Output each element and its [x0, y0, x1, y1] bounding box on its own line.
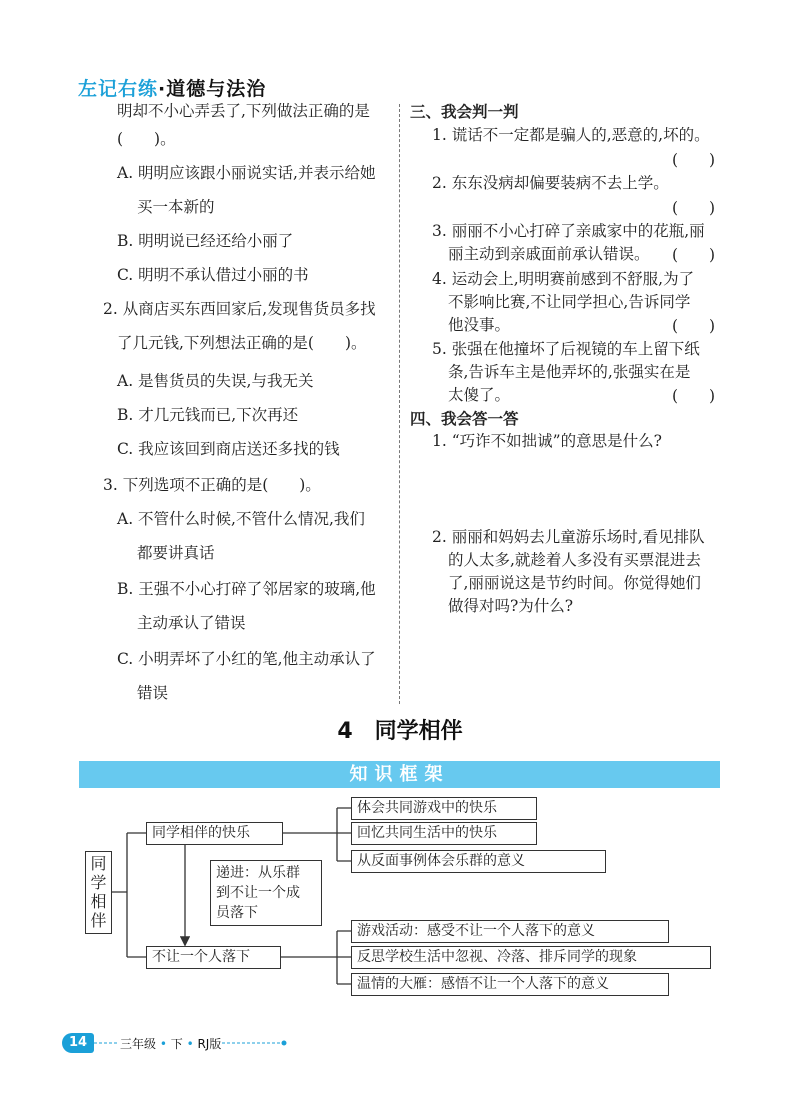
- branch-1-box: 同学相伴的快乐: [146, 822, 283, 845]
- q3-option-c-line2: 错误: [137, 684, 169, 702]
- banner-text: 知识框架: [349, 764, 450, 785]
- branch-1-item-1: 体会共同游戏中的快乐: [351, 797, 537, 820]
- section-4-title: 四、我会答一答: [410, 410, 519, 428]
- branch2-connector: [281, 931, 351, 984]
- diagram-root-box: 同学相伴: [85, 851, 112, 934]
- page-number: 14: [62, 1033, 94, 1053]
- note-line-1: 递进：从乐群: [216, 865, 300, 881]
- judge-item-4-line2: 不影响比赛,不让同学担心,告诉同学: [448, 293, 691, 311]
- judge-item-5-line1: 5. 张强在他撞坏了后视镜的车上留下纸: [432, 340, 700, 358]
- judge-item-3-line1: 3. 丽丽不小心打碎了亲戚家中的花瓶,丽: [432, 222, 705, 240]
- judge-answer-2[interactable]: ( ): [672, 199, 716, 217]
- judge-item-5-line3: 太傻了。: [448, 386, 511, 404]
- judge-item-4-line3: 他没事。: [448, 316, 511, 334]
- branch-2-item-2: 反思学校生活中忽视、冷落、排斥同学的现象: [351, 946, 711, 969]
- answer-question-2-line1: 2. 丽丽和妈妈去儿童游乐场时,看见排队: [432, 528, 705, 546]
- branch-1-item-2: 回忆共同生活中的快乐: [351, 822, 537, 845]
- judge-item-4-line1: 4. 运动会上,明明赛前感到不舒服,为了: [432, 270, 695, 288]
- q2-stem-line1: 2. 从商店买东西回家后,发现售货员多找: [103, 300, 376, 318]
- q3-stem: 3. 下列选项不正确的是( )。: [103, 476, 321, 494]
- q1-stem-line2: ( )。: [117, 130, 176, 148]
- q2-option-c: C. 我应该回到商店送还多找的钱: [117, 440, 340, 458]
- root-connector: [112, 833, 146, 957]
- term: 下: [170, 1037, 183, 1051]
- q1-option-a-line1: A. 明明应该跟小丽说实话,并表示给她: [117, 164, 376, 182]
- q3-option-b-line1: B. 王强不小心打碎了邻居家的玻璃,他: [117, 580, 376, 598]
- edition: RJ版: [197, 1037, 222, 1051]
- q2-stem-line2: 了几元钱,下列想法正确的是( )。: [117, 334, 367, 352]
- section-3-title: 三、我会判一判: [410, 103, 519, 121]
- subject-name: ·道德与法治: [158, 78, 267, 100]
- grade: 三年级: [120, 1037, 157, 1051]
- branch-2-box: 不让一个人落下: [146, 946, 281, 969]
- q2-option-a: A. 是售货员的失误,与我无关: [117, 372, 314, 390]
- answer-question-2-line3: 了,丽丽说这是节约时间。你觉得她们: [448, 574, 701, 592]
- note-line-2: 到不让一个成: [216, 885, 300, 901]
- judge-item-3-line2: 丽主动到亲戚面前承认错误。: [448, 245, 650, 263]
- chapter-title: 4 同学相伴: [337, 719, 463, 744]
- q1-option-a-line2: 买一本新的: [137, 198, 215, 216]
- answer-question-2-line4: 做得对吗?为什么?: [448, 597, 574, 615]
- branch1-connector: [283, 808, 351, 861]
- q1-option-c: C. 明明不承认借过小丽的书: [117, 266, 309, 284]
- answer-question-1: 1. “巧诈不如拙诚”的意思是什么?: [432, 432, 662, 450]
- q3-option-b-line2: 主动承认了错误: [137, 614, 246, 632]
- q3-option-a-line1: A. 不管什么时候,不管什么情况,我们: [117, 510, 365, 528]
- q1-stem-line1: 明却不小心弄丢了,下列做法正确的是: [117, 102, 370, 120]
- q2-option-b: B. 才几元钱而已,下次再还: [117, 406, 299, 424]
- judge-answer-1[interactable]: ( ): [672, 151, 716, 169]
- grade-info: 三年级 • 下 • RJ版: [120, 1037, 222, 1051]
- branch-2-item-3: 温情的大雁：感悟不让一个人落下的意义: [351, 973, 669, 996]
- judge-item-5-line2: 条,告诉车主是他弄坏的,张强实在是: [448, 363, 691, 381]
- branch-1-item-3: 从反面事例体会乐群的意义: [351, 850, 606, 873]
- answer-question-2-line2: 的人太多,就趁着人多没有买票混进去: [448, 551, 701, 569]
- note-line-3: 员落下: [216, 905, 258, 921]
- judge-item-2: 2. 东东没病却偏要装病不去上学。: [432, 174, 669, 192]
- q3-option-a-line2: 都要讲真话: [137, 544, 215, 562]
- judge-answer-5[interactable]: ( ): [672, 387, 716, 405]
- judge-answer-3[interactable]: ( ): [672, 246, 716, 264]
- judge-item-1: 1. 谎话不一定都是骗人的,恶意的,坏的。: [432, 126, 710, 144]
- branch-2-item-1: 游戏活动：感受不让一个人落下的意义: [351, 920, 669, 943]
- progression-note: [210, 860, 322, 926]
- brand-name: 左记右练: [78, 78, 159, 100]
- judge-answer-4[interactable]: ( ): [672, 317, 716, 335]
- q3-option-c-line1: C. 小明弄坏了小红的笔,他主动承认了: [117, 650, 376, 668]
- q1-option-b: B. 明明说已经还给小丽了: [117, 232, 294, 250]
